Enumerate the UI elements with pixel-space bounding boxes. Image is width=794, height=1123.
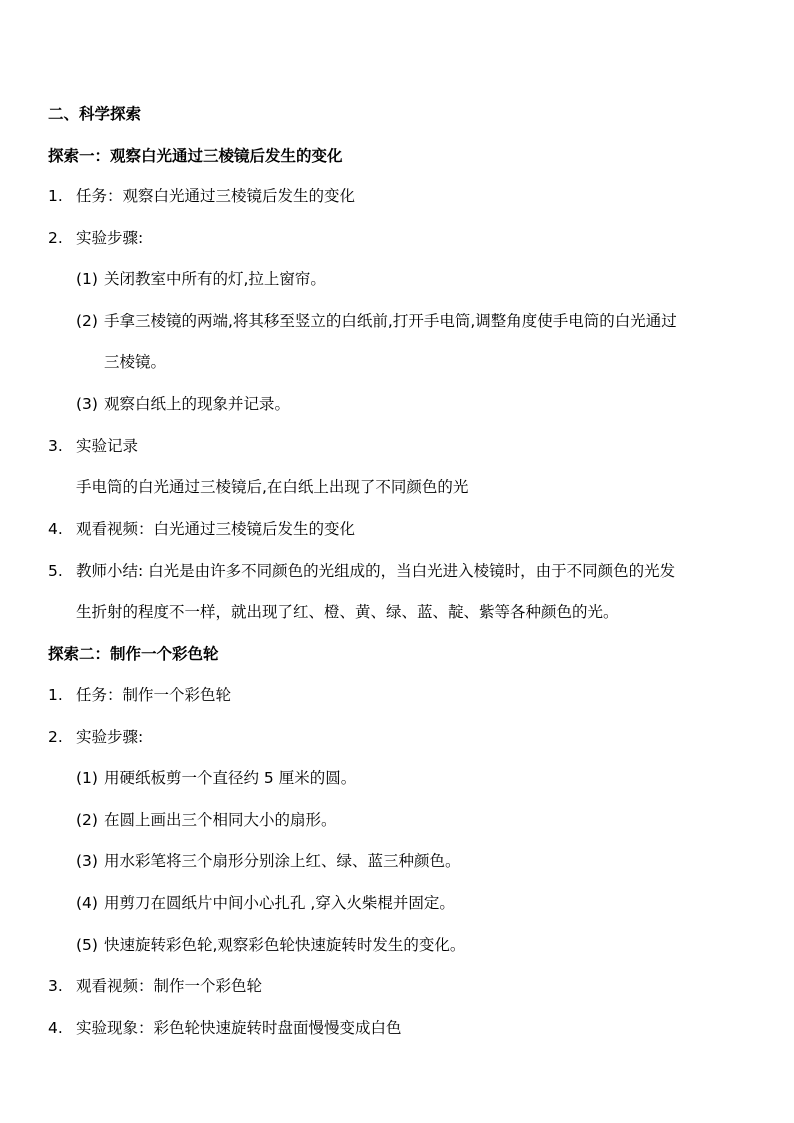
step-text: 手拿三棱镜的两端,将其移至竖立的白纸前,打开手电筒,调整角度使手电筒的白光通过 — [104, 312, 677, 330]
item-number: 1. — [48, 187, 63, 205]
step-number: (1) — [76, 769, 98, 787]
explore1-step-2-cont: 三棱镜。 — [104, 353, 167, 371]
explore1-step-3 — [76, 394, 290, 414]
explore1-step-2 — [76, 311, 677, 331]
step-text: 快速旋转彩色轮,观察彩色轮快速旋转时发生的变化。 — [104, 936, 466, 954]
item-text: 任务：制作一个彩色轮 — [76, 686, 232, 704]
step-number: (3) — [76, 395, 98, 413]
item-number: 4. — [48, 1019, 63, 1037]
explore2-step-5 — [76, 935, 465, 955]
step-text: 用水彩笔将三个扇形分别涂上红、绿、蓝三种颜色。 — [104, 852, 461, 870]
explore2-item-task — [48, 685, 231, 705]
section-title: 二、科学探索 — [48, 105, 142, 123]
step-number: (4) — [76, 894, 98, 912]
step-number: (1) — [76, 270, 98, 288]
item-number: 3. — [48, 977, 63, 995]
step-number: (5) — [76, 936, 98, 954]
step-number: (2) — [76, 312, 98, 330]
explore2-item-video — [48, 976, 262, 996]
explore2-step-4 — [76, 893, 455, 913]
step-number: (2) — [76, 811, 98, 829]
explore2-step-2 — [76, 810, 337, 830]
item-text: 实验步骤: — [76, 728, 144, 746]
item-number: 4. — [48, 520, 63, 538]
step-number: (3) — [76, 852, 98, 870]
explore2-heading: 探索二：制作一个彩色轮 — [48, 645, 219, 663]
step-text: 关闭教室中所有的灯,拉上窗帘。 — [104, 270, 326, 288]
explore1-step-1 — [76, 269, 326, 289]
step-text: 在圆上画出三个相同大小的扇形。 — [104, 811, 337, 829]
explore1-item-video — [48, 519, 355, 539]
item-text: 教师小结: 白光是由许多不同颜色的光组成的，当白光进入棱镜时，由于不同颜色的光发 — [76, 562, 676, 580]
item-number: 5. — [48, 562, 63, 580]
step-text: 观察白纸上的现象并记录。 — [104, 395, 291, 413]
item-text: 观看视频：白光通过三棱镜后发生的变化 — [76, 520, 356, 538]
item-text: 实验现象：彩色轮快速旋转时盘面慢慢变成白色 — [76, 1019, 402, 1037]
item-number: 3. — [48, 437, 63, 455]
item-text: 实验步骤: — [76, 229, 144, 247]
explore2-item-steps — [48, 727, 143, 747]
item-text: 实验记录 — [76, 437, 139, 455]
step-text: 用硬纸板剪一个直径约 5 厘米的圆。 — [104, 769, 357, 787]
step-text: 用剪刀在圆纸片中间小心扎孔 ,穿入火柴棍并固定。 — [104, 894, 455, 912]
explore2-step-1 — [76, 768, 356, 788]
item-text: 任务：观察白光通过三棱镜后发生的变化 — [76, 187, 356, 205]
item-number: 1. — [48, 686, 63, 704]
explore1-summary-cont: 生折射的程度不一样，就出现了红、橙、黄、绿、蓝、靛、紫等各种颜色的光。 — [76, 603, 619, 621]
item-number: 2. — [48, 229, 63, 247]
explore2-item-phenomenon — [48, 1018, 402, 1038]
explore1-record-content: 手电筒的白光通过三棱镜后,在白纸上出现了不同颜色的光 — [76, 478, 469, 496]
explore1-item-record — [48, 436, 138, 456]
explore1-item-task — [48, 186, 355, 206]
item-text: 观看视频：制作一个彩色轮 — [76, 977, 263, 995]
explore1-heading: 探索一：观察白光通过三棱镜后发生的变化 — [48, 147, 343, 165]
explore1-item-summary — [48, 561, 675, 581]
explore1-item-steps — [48, 228, 143, 248]
item-number: 2. — [48, 728, 63, 746]
explore2-step-3 — [76, 851, 461, 871]
